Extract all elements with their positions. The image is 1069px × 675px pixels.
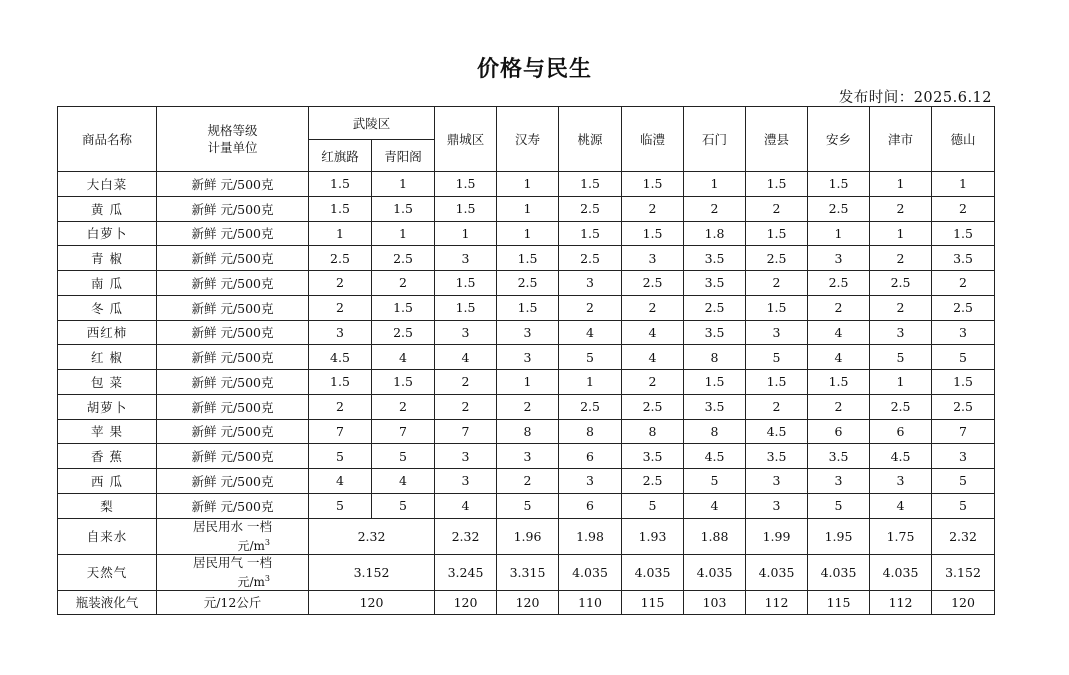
price-cell: 3: [808, 246, 870, 271]
price-cell: 2.5: [870, 394, 932, 419]
price-cell: 4: [435, 493, 497, 518]
goods-name: 天然气: [58, 554, 157, 590]
header-spec-line2: 计量单位: [207, 140, 258, 155]
spec-unit-text: 元/m: [237, 538, 265, 553]
price-cell: 2: [870, 295, 932, 320]
spec-unit: 新鲜 元/500克: [157, 493, 309, 518]
price-cell: 3: [870, 469, 932, 494]
table-row: [58, 172, 995, 197]
spec-unit: 新鲜 元/500克: [157, 419, 309, 444]
price-cell: 2: [622, 295, 684, 320]
table-row: [58, 444, 995, 469]
price-cell: 1.5: [746, 295, 808, 320]
header-spec-line1: 规格等级: [207, 123, 258, 138]
goods-name: 白萝卜: [58, 221, 157, 246]
price-cell: 3: [497, 345, 559, 370]
price-cell: 3.152: [932, 554, 995, 590]
price-cell: 3: [435, 246, 497, 271]
price-cell: 3: [622, 246, 684, 271]
price-cell: 4.5: [309, 345, 372, 370]
price-cell: 2: [309, 394, 372, 419]
price-cell: 2: [372, 271, 435, 296]
price-cell: 1.5: [746, 172, 808, 197]
price-cell: 4: [622, 320, 684, 345]
price-cell: 4: [622, 345, 684, 370]
price-cell: 1.5: [372, 370, 435, 395]
price-cell: 4: [559, 320, 622, 345]
price-cell: 1: [808, 221, 870, 246]
price-cell: 6: [808, 419, 870, 444]
price-cell: 2: [497, 394, 559, 419]
price-cell: 3.5: [746, 444, 808, 469]
price-cell: 110: [559, 590, 622, 614]
price-cell: 2.32: [932, 518, 995, 554]
spec-unit: 新鲜 元/500克: [157, 271, 309, 296]
price-cell: 2: [746, 196, 808, 221]
price-cell: 3: [497, 320, 559, 345]
spec-unit: 新鲜 元/500克: [157, 196, 309, 221]
table-row: [58, 271, 995, 296]
price-cell: 1: [309, 221, 372, 246]
header-taoyuan: 桃源: [559, 107, 622, 172]
price-cell: 1: [372, 221, 435, 246]
price-cell: 1: [870, 221, 932, 246]
price-cell: 1: [559, 370, 622, 395]
price-cell: 3: [746, 493, 808, 518]
price-cell: 1.5: [435, 196, 497, 221]
price-cell: 120: [309, 590, 435, 614]
price-cell: 4: [684, 493, 746, 518]
table-row: [58, 221, 995, 246]
price-cell: 2.5: [559, 196, 622, 221]
spec-unit-sup: 3: [264, 537, 270, 547]
goods-name: 青 椒: [58, 246, 157, 271]
spec-unit: 新鲜 元/500克: [157, 172, 309, 197]
header-wuling: 武陵区: [309, 107, 435, 140]
price-cell: 5: [932, 345, 995, 370]
price-cell: 3: [497, 444, 559, 469]
price-cell: 4.035: [684, 554, 746, 590]
price-cell: 115: [622, 590, 684, 614]
goods-name: 冬 瓜: [58, 295, 157, 320]
price-cell: 5: [932, 469, 995, 494]
price-cell: 7: [309, 419, 372, 444]
price-cell: 3.5: [684, 271, 746, 296]
header-linli: 临澧: [622, 107, 684, 172]
price-cell: 8: [684, 345, 746, 370]
spec-unit: 新鲜 元/500克: [157, 295, 309, 320]
spec-unit: [157, 554, 309, 590]
price-cell: 3.5: [684, 246, 746, 271]
price-cell: 115: [808, 590, 870, 614]
price-cell: 2.5: [497, 271, 559, 296]
header-deshan: 德山: [932, 107, 995, 172]
price-cell: 5: [559, 345, 622, 370]
table-row: [58, 295, 995, 320]
price-cell: 2: [808, 295, 870, 320]
price-cell: 1.5: [932, 370, 995, 395]
price-cell: 4: [372, 469, 435, 494]
header-row-1: [58, 107, 995, 140]
price-cell: 2.5: [559, 246, 622, 271]
table-row: [58, 246, 995, 271]
price-cell: 5: [808, 493, 870, 518]
price-cell: 1.5: [808, 370, 870, 395]
price-cell: 4: [309, 469, 372, 494]
price-cell: 5: [870, 345, 932, 370]
price-cell: 3: [808, 469, 870, 494]
price-cell: 120: [932, 590, 995, 614]
price-cell: 8: [684, 419, 746, 444]
header-dingcheng: 鼎城区: [435, 107, 497, 172]
price-cell: 4: [372, 345, 435, 370]
price-cell: 3.5: [684, 394, 746, 419]
price-cell: 1: [932, 172, 995, 197]
price-cell: 3.5: [808, 444, 870, 469]
header-spec: [157, 107, 309, 172]
price-cell: 2: [309, 271, 372, 296]
header-anxiang: 安乡: [808, 107, 870, 172]
price-cell: 1.8: [684, 221, 746, 246]
price-cell: 2: [870, 196, 932, 221]
price-cell: 2.5: [746, 246, 808, 271]
price-cell: 1.5: [497, 246, 559, 271]
spec-unit: 新鲜 元/500克: [157, 444, 309, 469]
price-cell: 2.32: [435, 518, 497, 554]
price-cell: 4.035: [559, 554, 622, 590]
price-cell: 1.5: [808, 172, 870, 197]
price-cell: 3: [559, 271, 622, 296]
spec-unit-line: [157, 535, 308, 554]
table-row: [58, 320, 995, 345]
price-cell: 2.5: [309, 246, 372, 271]
price-cell: 112: [870, 590, 932, 614]
price-cell: 1: [497, 370, 559, 395]
price-cell: 1.5: [932, 221, 995, 246]
price-cell: 1: [372, 172, 435, 197]
price-cell: 112: [746, 590, 808, 614]
price-cell: 1.5: [309, 172, 372, 197]
goods-name: 黄 瓜: [58, 196, 157, 221]
price-cell: 2: [622, 196, 684, 221]
price-cell: 3.245: [435, 554, 497, 590]
price-cell: 3: [435, 444, 497, 469]
price-cell: 2: [497, 469, 559, 494]
spec-unit: 新鲜 元/500克: [157, 469, 309, 494]
price-cell: 1.5: [622, 221, 684, 246]
price-cell: 4.5: [746, 419, 808, 444]
price-cell: 1.5: [372, 196, 435, 221]
price-cell: 1.5: [622, 172, 684, 197]
price-cell: 1.5: [559, 172, 622, 197]
price-cell: 2: [932, 196, 995, 221]
price-cell: 4.035: [870, 554, 932, 590]
price-cell: 8: [497, 419, 559, 444]
price-cell: 2: [435, 394, 497, 419]
price-cell: 3: [559, 469, 622, 494]
price-cell: 7: [372, 419, 435, 444]
price-cell: 3: [932, 444, 995, 469]
price-cell: 1.99: [746, 518, 808, 554]
spec-unit: 元/12公斤: [157, 590, 309, 614]
header-hanshou: 汉寿: [497, 107, 559, 172]
price-cell: 2.5: [684, 295, 746, 320]
price-cell: 2: [746, 271, 808, 296]
price-cell: 1.5: [559, 221, 622, 246]
price-cell: 1: [435, 221, 497, 246]
price-cell: 1.98: [559, 518, 622, 554]
price-cell: 8: [559, 419, 622, 444]
price-cell: 2.5: [372, 320, 435, 345]
price-cell: 2.5: [870, 271, 932, 296]
price-cell: 103: [684, 590, 746, 614]
price-cell: 4: [435, 345, 497, 370]
price-cell: 5: [622, 493, 684, 518]
spec-unit: 新鲜 元/500克: [157, 345, 309, 370]
goods-name: 自来水: [58, 518, 157, 554]
price-cell: 1.88: [684, 518, 746, 554]
price-cell: 6: [559, 444, 622, 469]
price-cell: 1.5: [497, 295, 559, 320]
table-row: [58, 469, 995, 494]
price-cell: 1.5: [435, 295, 497, 320]
table-row: [58, 493, 995, 518]
price-cell: 2: [559, 295, 622, 320]
header-goods: 商品名称: [58, 107, 157, 172]
price-cell: 4: [808, 345, 870, 370]
price-cell: 3: [932, 320, 995, 345]
price-cell: 2: [808, 394, 870, 419]
price-cell: 3.5: [932, 246, 995, 271]
spec-unit: 新鲜 元/500克: [157, 394, 309, 419]
price-cell: 1.5: [372, 295, 435, 320]
price-cell: 3.5: [622, 444, 684, 469]
spec-line1: 居民用水 一档: [193, 518, 272, 534]
price-cell: 3.5: [684, 320, 746, 345]
goods-name: 瓶装液化气: [58, 590, 157, 614]
price-cell: 5: [309, 493, 372, 518]
price-table: [57, 106, 995, 615]
spec-unit-text: 元/m: [237, 574, 265, 589]
goods-name: 西 瓜: [58, 469, 157, 494]
price-cell: 2.5: [622, 394, 684, 419]
price-cell: 2.5: [559, 394, 622, 419]
table-row: [58, 394, 995, 419]
header-qingyang: 青阳阁: [372, 140, 435, 172]
price-cell: 5: [932, 493, 995, 518]
price-cell: 2: [435, 370, 497, 395]
spec-unit: 新鲜 元/500克: [157, 320, 309, 345]
page-title: 价格与民生: [476, 57, 592, 82]
price-cell: 3.152: [309, 554, 435, 590]
header-lixian: 澧县: [746, 107, 808, 172]
table-row: [58, 345, 995, 370]
price-cell: 6: [870, 419, 932, 444]
price-cell: 4.035: [808, 554, 870, 590]
price-cell: 1.5: [435, 271, 497, 296]
price-cell: 2: [932, 271, 995, 296]
price-cell: 1: [870, 172, 932, 197]
price-cell: 6: [559, 493, 622, 518]
price-cell: 3: [746, 469, 808, 494]
price-cell: 5: [372, 493, 435, 518]
publish-time: 发布时间：2025.6.12: [838, 90, 992, 106]
table-row: [58, 370, 995, 395]
spec-line1: 居民用气 一档: [193, 554, 272, 570]
spec-unit-sup: 3: [264, 573, 270, 583]
price-cell: 2: [309, 295, 372, 320]
header-jinshi: 津市: [870, 107, 932, 172]
price-cell: 1.5: [746, 221, 808, 246]
price-cell: 2.5: [808, 271, 870, 296]
spec-unit: 新鲜 元/500克: [157, 246, 309, 271]
price-cell: 2.5: [622, 271, 684, 296]
goods-name: 西红柿: [58, 320, 157, 345]
price-cell: 5: [497, 493, 559, 518]
price-cell: 7: [932, 419, 995, 444]
price-cell: 1.5: [309, 370, 372, 395]
price-cell: 2.5: [932, 295, 995, 320]
price-cell: 1: [497, 221, 559, 246]
goods-name: 南 瓜: [58, 271, 157, 296]
price-cell: 1: [684, 172, 746, 197]
table-row: [58, 590, 995, 614]
price-cell: 1.96: [497, 518, 559, 554]
price-cell: 2.32: [309, 518, 435, 554]
price-cell: 1: [497, 172, 559, 197]
price-cell: 5: [746, 345, 808, 370]
spec-unit: 新鲜 元/500克: [157, 370, 309, 395]
goods-name: 苹 果: [58, 419, 157, 444]
price-cell: 4.035: [746, 554, 808, 590]
price-cell: 120: [497, 590, 559, 614]
price-cell: 2.5: [622, 469, 684, 494]
spec-unit-line: [157, 571, 308, 590]
goods-name: 大白菜: [58, 172, 157, 197]
header-shimen: 石门: [684, 107, 746, 172]
price-cell: 3: [435, 320, 497, 345]
header-hongqi: 红旗路: [309, 140, 372, 172]
price-cell: 2: [684, 196, 746, 221]
price-cell: 2.5: [808, 196, 870, 221]
price-cell: 2: [746, 394, 808, 419]
price-cell: 2: [372, 394, 435, 419]
price-cell: 3: [309, 320, 372, 345]
price-cell: 4.5: [684, 444, 746, 469]
price-cell: 4: [808, 320, 870, 345]
price-cell: 1.5: [684, 370, 746, 395]
price-cell: 2.5: [932, 394, 995, 419]
price-cell: 7: [435, 419, 497, 444]
goods-name: 香 蕉: [58, 444, 157, 469]
price-cell: 3.315: [497, 554, 559, 590]
price-cell: 5: [372, 444, 435, 469]
table-row: [58, 419, 995, 444]
price-cell: 4.5: [870, 444, 932, 469]
spec-unit: 新鲜 元/500克: [157, 221, 309, 246]
goods-name: 梨: [58, 493, 157, 518]
price-cell: 1.5: [309, 196, 372, 221]
price-cell: 120: [435, 590, 497, 614]
price-cell: 1.5: [435, 172, 497, 197]
spec-unit: [157, 518, 309, 554]
price-cell: 2: [622, 370, 684, 395]
price-cell: 1.93: [622, 518, 684, 554]
price-cell: 5: [309, 444, 372, 469]
price-cell: 8: [622, 419, 684, 444]
price-cell: 1: [870, 370, 932, 395]
price-cell: 3: [435, 469, 497, 494]
price-cell: 1.95: [808, 518, 870, 554]
goods-name: 红 椒: [58, 345, 157, 370]
price-cell: 4.035: [622, 554, 684, 590]
price-cell: 3: [746, 320, 808, 345]
price-cell: 1: [497, 196, 559, 221]
price-cell: 1.5: [746, 370, 808, 395]
table-row: [58, 196, 995, 221]
goods-name: 胡萝卜: [58, 394, 157, 419]
price-cell: 2: [870, 246, 932, 271]
price-cell: 1.75: [870, 518, 932, 554]
table-row: [58, 518, 995, 554]
price-cell: 3: [870, 320, 932, 345]
price-cell: 4: [870, 493, 932, 518]
table-row: [58, 554, 995, 590]
price-cell: 5: [684, 469, 746, 494]
price-cell: 2.5: [372, 246, 435, 271]
goods-name: 包 菜: [58, 370, 157, 395]
